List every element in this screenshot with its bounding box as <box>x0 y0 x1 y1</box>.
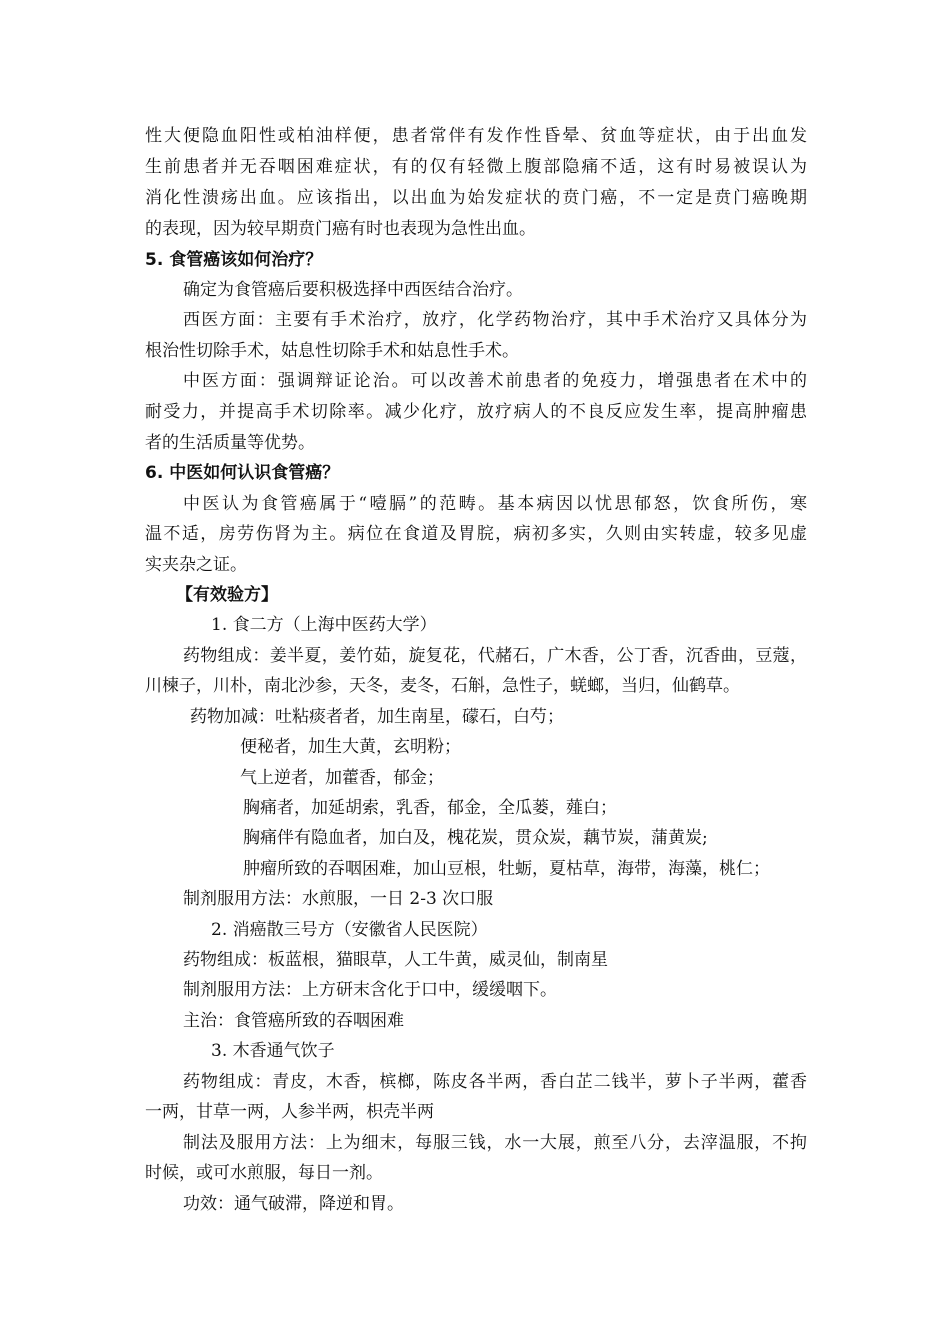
paragraph-line: 者的生活质量等优势。 <box>145 433 315 453</box>
paragraph-line: 功效：通气破滞，降逆和胃。 <box>183 1194 404 1214</box>
paragraph-line: 胸痛伴有隐血者，加白及，槐花炭，贯众炭，藕节炭，蒲黄炭; <box>243 828 708 848</box>
recipe-title-2: 2. 消癌散三号方（安徽省人民医院） <box>211 920 488 940</box>
paragraph-line: 药物组成：姜半夏，姜竹茹，旋复花，代赭石，广木香，公丁香，沉香曲，豆蔻， <box>183 646 807 666</box>
paragraph-line: 便秘者，加生大黄，玄明粉； <box>240 737 461 757</box>
paragraph-line: 生前患者并无吞咽困难症状，有的仅有轻微上腹部隐痛不适，这有时易被误认为 <box>145 157 807 177</box>
paragraph-line: 西医方面：主要有手术治疗，放疗，化学药物治疗，其中手术治疗又具体分为 <box>183 310 807 330</box>
paragraph-line: 药物组成：青皮，木香，槟榔，陈皮各半两，香白芷二钱半，萝卜子半两，藿香 <box>183 1072 807 1092</box>
subsection-heading: 【有效验方】 <box>176 585 278 605</box>
paragraph-line: 气上逆者，加藿香，郁金； <box>240 768 444 788</box>
paragraph-line: 制剂服用方法：上方研末含化于口中，缓缓咽下。 <box>183 980 557 1000</box>
paragraph-line: 中医方面：强调辩证论治。可以改善术前患者的免疫力，增强患者在术中的 <box>183 371 807 391</box>
paragraph-line: 制法及服用方法：上为细末，每服三钱，水一大展，煎至八分，去滓温服，不拘 <box>183 1133 807 1153</box>
paragraph-line: 耐受力，并提高手术切除率。减少化疗，放疗病人的不良反应发生率，提高肿瘤患 <box>145 402 807 422</box>
paragraph-line: 确定为食管癌后要积极选择中西医结合治疗。 <box>183 280 523 300</box>
paragraph-line: 时候，或可水煎服，每日一剂。 <box>145 1163 383 1183</box>
paragraph-line: 肿瘤所致的吞咽困难，加山豆根，牡蛎，夏枯草，海带，海藻，桃仁； <box>243 859 770 879</box>
section-heading-6: 6. 中医如何认识食管癌？ <box>145 463 340 483</box>
paragraph-line: 胸痛者，加延胡索，乳香，郁金，全瓜蒌，薤白； <box>243 798 617 818</box>
paragraph-line: 药物加减：吐粘痰者者，加生南星，礞石，白芍； <box>190 707 564 727</box>
paragraph-line: 一两，甘草一两，人参半两，枳壳半两 <box>145 1102 434 1122</box>
paragraph-line: 根治性切除手术，姑息性切除手术和姑息性手术。 <box>145 341 519 361</box>
paragraph-line: 主治：食管癌所致的吞咽困难 <box>183 1011 404 1031</box>
paragraph-line: 川楝子，川朴，南北沙参，天冬，麦冬，石斛，急性子，蜣螂，当归，仙鹤草。 <box>145 676 740 696</box>
recipe-title-1: 1. 食二方（上海中医药大学） <box>211 615 437 635</box>
paragraph-line: 消化性溃疡出血。应该指出，以出血为始发症状的贲门癌，不一定是贲门癌晚期 <box>145 188 807 208</box>
paragraph-line: 制剂服用方法：水煎服，一日 2-3 次口服 <box>183 889 494 909</box>
paragraph-line: 的表现，因为较早期贲门癌有时也表现为急性出血。 <box>145 219 536 239</box>
paragraph-line: 温不适，房劳伤肾为主。病位在食道及胃脘，病初多实，久则由实转虚，较多见虚 <box>145 524 807 544</box>
paragraph-line: 性大便隐血阳性或柏油样便，患者常伴有发作性昏晕、贫血等症状，由于出血发 <box>145 126 807 146</box>
section-heading-5: 5. 食管癌该如何治疗？ <box>145 250 323 270</box>
paragraph-line: 实夹杂之证。 <box>145 555 247 575</box>
paragraph-line: 药物组成：板蓝根，猫眼草，人工牛黄，威灵仙，制南星 <box>183 950 608 970</box>
recipe-title-3: 3. 木香通气饮子 <box>211 1041 335 1061</box>
paragraph-line: 中医认为食管癌属于“噎膈”的范畴。基本病因以忧思郁怒，饮食所伤，寒 <box>183 494 807 514</box>
